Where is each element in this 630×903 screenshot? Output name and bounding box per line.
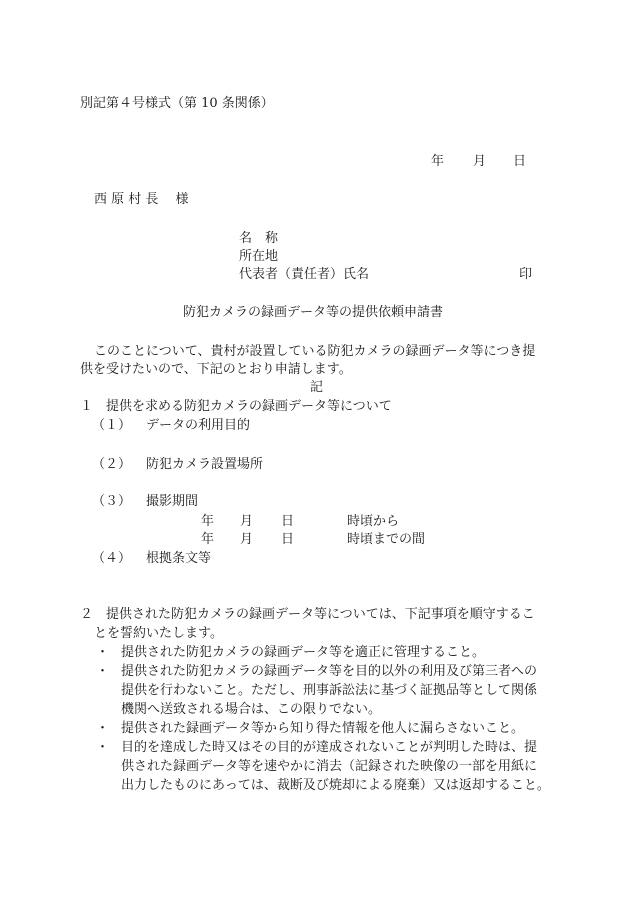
period-from-year: 年 xyxy=(201,514,215,529)
period-to-year: 年 xyxy=(201,532,215,547)
date-year-label: 年 xyxy=(431,154,445,169)
period-from-month: 月 xyxy=(240,514,254,529)
bullet-marker: ・ xyxy=(96,645,110,660)
section1-item-2-label: 防犯カメラ設置場所 xyxy=(146,457,264,472)
applicant-representative-label: 代表者（責任者）氏名 xyxy=(239,267,370,282)
bullet-2-line-1: 提供された防犯カメラの録画データ等を目的以外の利用及び第三者への xyxy=(121,664,538,679)
period-to-day: 日 xyxy=(281,532,295,547)
bullet-2-line-3: 機関へ送致される場合は、この限りでない。 xyxy=(121,702,382,717)
section1-item-3-label: 撮影期間 xyxy=(146,494,199,509)
applicant-address-label: 所在地 xyxy=(239,249,279,264)
period-to-suffix: 時頃までの間 xyxy=(347,532,426,547)
bullet-4-line-2: 供された録画データ等を速やかに消去（記録された映像の一部を用紙に xyxy=(121,759,538,774)
section2-line-1: ２ 提供された防犯カメラの録画データ等については、下記事項を順守するこ xyxy=(80,607,535,622)
section1-item-1-label: データの利用目的 xyxy=(146,418,251,433)
bullet-4-line-3: 出力したものにあっては、裁断及び焼却による廃棄）又は返却すること。 xyxy=(121,778,550,793)
document-title: 防犯カメラの録画データ等の提供依頼申請書 xyxy=(183,305,444,320)
bullet-1-line-1: 提供された防犯カメラの録画データ等を適正に管理すること。 xyxy=(121,645,486,660)
section1-item-4-num: （４） xyxy=(92,551,132,566)
bullet-marker: ・ xyxy=(96,740,110,755)
bullet-marker: ・ xyxy=(96,664,110,679)
applicant-name-label: 名 称 xyxy=(239,231,279,246)
date-day-label: 日 xyxy=(513,154,527,169)
section1-heading: １ 提供を求める防犯カメラの録画データ等について xyxy=(80,399,392,414)
section1-item-3-num: （３） xyxy=(92,494,132,509)
section1-item-1-num: （１） xyxy=(92,418,132,433)
date-month-label: 月 xyxy=(473,154,487,169)
bullet-3-line-1: 提供された録画データ等から知り得た情報を他人に漏らさないこと。 xyxy=(121,721,525,736)
form-label: 別記第４号様式（第 10 条関係） xyxy=(80,96,274,111)
section1-item-4-label: 根拠条文等 xyxy=(146,551,212,566)
period-from-suffix: 時頃から xyxy=(347,514,400,529)
intro-line-2: 供を受けたいので、下記のとおり申請します。 xyxy=(80,362,352,377)
intro-line-1: このことについて、貴村が設置している防犯カメラの録画データ等につき提 xyxy=(94,344,536,359)
period-from-day: 日 xyxy=(281,514,295,529)
ki-marker: 記 xyxy=(310,380,324,395)
section1-item-2-num: （２） xyxy=(92,457,132,472)
period-to-month: 月 xyxy=(240,532,254,547)
seal-mark: 印 xyxy=(519,267,533,282)
bullet-2-line-2: 提供を行わないこと。ただし、刑事訴訟法に基づく証拠品等として関係 xyxy=(121,683,538,698)
bullet-marker: ・ xyxy=(96,721,110,736)
section2-line-2: とを誓約いたします。 xyxy=(94,626,223,641)
bullet-4-line-1: 目的を達成した時又はその目的が達成されないことが判明した時は、提 xyxy=(121,740,538,755)
addressee: 西 原 村 長 様 xyxy=(94,192,189,207)
